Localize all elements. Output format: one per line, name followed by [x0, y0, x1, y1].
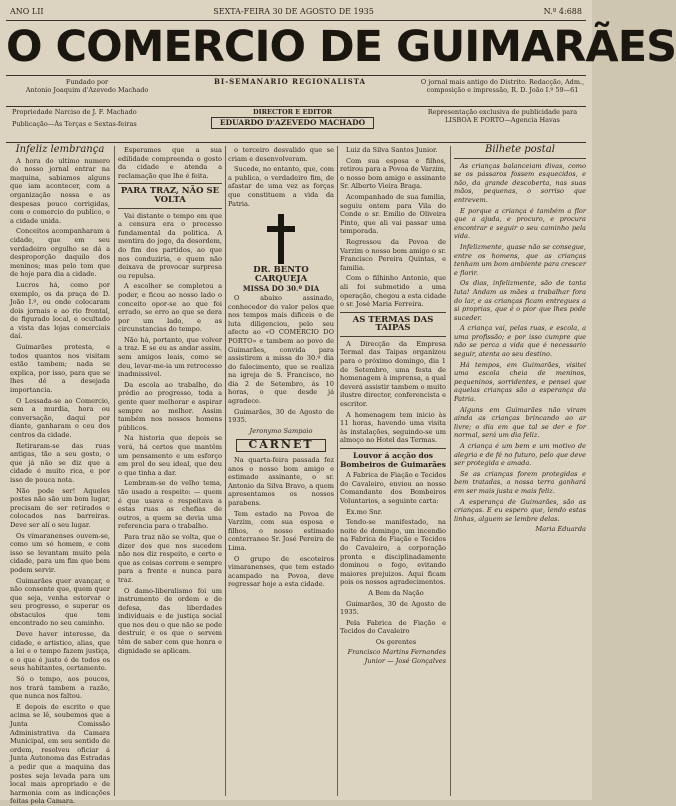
column-divider — [225, 146, 226, 796]
salutation: Ex.mo Snr. — [346, 507, 383, 516]
paragraph: Para traz não se volta, que o dizer dos que nos sucedem não nos diz respeito, e certo e que as coisas correm e sempre para a frente e nunca para traz. — [118, 532, 222, 584]
rule-columns — [6, 142, 586, 143]
separator — [454, 158, 586, 159]
column-2 — [118, 146, 222, 796]
column-1 — [10, 144, 110, 806]
signature: Maria Eduarda — [535, 525, 586, 534]
paragraph: O Lessada-se ao Comercio, sem a murdia, hora ou conversação, daqui por diante, ganharam o ceu dos centros da cidade. — [10, 396, 110, 439]
signature: Francisco Martins Fernandes Junior — José Gonçalves — [347, 648, 446, 666]
paragraph: Guimarães protesta, e todos quantos nos visitam estão tambem; nada se explica, por isso, para que se lhes dê a desejada importancia. — [10, 343, 110, 395]
paragraph: Sucede, no entanto, que, com a publica, o verdadeiro fim, de afastar de uma vez as forças que constituem a vida da Patria. — [228, 165, 334, 208]
paragraph: Luiz da Silva Santos Junior. — [346, 146, 438, 154]
paragraph: Acompanhado de sua familia, seguiu ontem para Vila do Conde o sr. Emilio de Oliveira Pinto, que ali vai passar uma temporada. — [340, 192, 446, 236]
paragraph: E depois de escrito o que acima se lê, soubemos que a Junta Comissão Administrativa da Camara Municipal, em seu sentido de ordem, resolveu oficiar á Junta Autonoma das Estradas a pedir que a maquina das postes seja levada para um local mais apropriado e de harmonia com as indicações feitas pela Camara. — [10, 702, 110, 806]
paragraph: A esperança de Guimarães, são as crianças. E eu espero que, lendo estas linhas, alguem se lembre delas. — [454, 497, 586, 523]
cross-icon — [267, 214, 295, 264]
separator — [340, 312, 446, 313]
founder-name: Antonio Joaquim d'Azevedo Machado — [25, 86, 149, 94]
paragraph: O abaixo assinado, conhecedor do valor pelos que nos tempos mais dificeis e de luta diligenciou, pelo seu afecto ao «O COMERCIO DO PORTO» e tambem ao povo de Guimarães, convida para assistirem a missa do 30.º dia do falecimento, que se realiza na igreja de S. Francisco, no dia 2 de Setembro, ás 10 horas, o que desde já agradece. — [228, 293, 334, 406]
issue-number: N.º 4:688 — [543, 6, 582, 16]
paragraph: Alguns em Guimarães não viram ainda as crianças brincando ao ar livre; o dia em que tal se der e for normal, será um dia feliz. — [454, 405, 586, 440]
paragraph: Tendo-se manifestado, na noite de domingo, um incendio na Fabrica de Fiação e Tecidos do Cavaleiro, a corporação pronta e disciplinadamente dominou o fogo, evitando maiores prejuizos. Aqui ficam pois os nossos agradecimentos. — [340, 518, 446, 587]
rule-top — [6, 20, 586, 21]
paragraph: A hora do ultimo numero do nosso jornal entrar na maquina, sabiamos alguns que iam acontecer, com a organização nossa e as despesas pouco corrigidas, com o comercio do publico, e a cidade unida. — [10, 156, 110, 225]
paragraph: Com sua esposa e filhos, retirou para a Povoa de Varzim, o nosso bom amigo e assinante Sr. Alberto Vieira Braga. — [340, 156, 446, 191]
paragraph: A Direcção da Empresa Termal das Taipas organizou para o próximo domingo, dia 1 de Setembro, uma festa de homenagem à imprensa, a qual deverá assistir tambem o muito ilustre director, conferencista e escritor. — [340, 339, 446, 409]
paragraph: Os dias, infelizmente, são de tanta luta! Andam as mães a trabalhar fora do lar, e as crianças ficam entregues a si proprias, que é o pior que lhes pode suceder. — [454, 279, 586, 322]
owner-text: Propriedade Narciso de J. F. Machado — [12, 108, 137, 116]
paragraph: O grupo de escoteiros vimaranenses, que tem estado acampado na Povoa, deve regressar hoje a esta cidade. — [228, 554, 334, 589]
paragraph: A Fabrica de Fiação e Tecidos do Cavaleiro, enviou ao nosso Comandante dos Bombeiros Voluntarios, a seguinte carta: — [340, 471, 446, 505]
paragraph: Infelizmente, quase não se consegue, entre os homens, que as crianças tenham um bom ambiente para crescer e florir. — [454, 242, 586, 277]
paragraph: Não há, portanto, que volver a traz. E se eu as andar assim, sem amigos leais, como se deu, levar-me-ia um retrocesso inadmissivel. — [118, 335, 222, 379]
paragraph: Não pode ser! Aqueles postes não são um bom lugar, precisam de ser retirados e colocados nas barreiras. Deve ser alí o seu lugar. — [10, 486, 110, 529]
subtitle-text: BI-SEMANARIO REGIONALISTA — [214, 77, 366, 86]
paragraph: Há tempos, em Guimarães, visitei uma escola cheia de meninos, pequeninos, sorridentes, e pensei que aquelas crianças são a esperança da Patria. — [454, 360, 586, 404]
date-label: SEXTA-FEIRA 30 DE AGOSTO DE 1935 — [213, 6, 374, 16]
founded-label: Fundado por — [65, 78, 109, 86]
paragraph: A homenagem tem inicio às 11 horas, havendo uma visita às instalações, seguindo-se um almoço no Hotel das Termas. — [340, 410, 446, 445]
column-5 — [454, 146, 586, 796]
rule-sub — [6, 106, 586, 107]
paragraph: As crianças balanceiam divas, como se os pássaros fossem esquecidos, e não, da grande descoberta, nas suas mãos, pequenas, o sorriso que entrevem. — [454, 161, 586, 204]
column-4 — [340, 146, 446, 796]
schedule-text: Publicação—Às Terças e Sextas-feiras — [12, 120, 137, 128]
article-heading: AS TERMAS DAS TAIPAS — [352, 314, 434, 334]
paragraph: Tem estado na Povoa de Varzim, com sua esposa e filhos, o nosso estimado conterraneo Sr. José Pereira de Lima. — [228, 509, 334, 552]
paragraph: A escolher se completou a poder, e ficou ao nosso lado o conceito opor-se ao que foi errado, se erro ao que se dera por um lado, e as circunstancias do tempo. — [118, 282, 222, 334]
firm-sub: Os gerentes — [375, 637, 417, 646]
paragraph: A criança é um bem e um motivo de alegria e de fé no futuro, pelo que deve ser protegida e amada. — [454, 442, 586, 468]
paragraph: Vai distante o tempo em que a censura era o processo fundamental da politica. A mentira do jogo, da desordem, do fim dos partidos, ao que nos conduziria, e quem não deixava de provocar surpresa ou repulsa. — [118, 211, 222, 280]
article-heading: Louvor á acção dos Bombeiros de Guimarães — [340, 451, 446, 469]
paragraph: Guimarães quer avançar, e não consente que, quem quer que seja, venha estorvar o seu progresso, e superar os obstaculos que tem encontrado no seu caminho. — [10, 576, 110, 628]
top-line — [10, 4, 582, 18]
paragraph: o terceiro desvalido que se criam e desenvolveram. — [228, 146, 334, 163]
paragraph: A criança vai, pelas ruas, e escola, a uma profissão; e por isso cumpre que não se perca a vida que é necessario seguir, atenta ao seu destino. — [454, 324, 586, 359]
paragraph: Se as crianças forem protegidas e bem tratadas, a nossa terra ganhará em ser mais justa e mais feliz. — [454, 469, 586, 495]
paragraph: Lucros há, como por exemplo, os da praça de D. João I.º, ou onde colocaram dois jornais e ao rio frontal, de figurado local, e ocultado a vista das lojas comerciais daí. — [10, 280, 110, 341]
paragraph: E porque a criança é também a flor que a ajuda, e procuro, e procura encontrar e seguir o seu caminho pela vida. — [454, 206, 586, 241]
representation-block: Representação exclusiva de publicidade para LISBOA E PORTO—Agencia Havas — [427, 108, 578, 124]
paragraph: Regressou da Povoa de Varzim o nosso bom amigo o sr. Francisco Pereira Quintas, e familia. — [340, 237, 446, 272]
closing: A Bem da Nação — [368, 588, 424, 597]
paragraph: Lembram-se do velho tema, tão usado a respeito: — quem é que usava e respeitava a estas ruas as chefias de outros, a quem se devia uma referencia para o trabalho. — [118, 479, 222, 531]
firm-name: Pela Fabrica de Fiação e Tecidos do Cavaleiro — [340, 618, 446, 636]
director-name: EDUARDO D'AZEVEDO MACHADO — [211, 117, 374, 129]
obituary-place: Guimarães, 30 de Agosto de 1935. — [228, 407, 334, 425]
article-heading: PARA TRAZ, NÃO SE VOLTA — [120, 186, 220, 205]
paragraph: Deve haver interesse, da cidade, e artistico, alias, que a lei e o tempo fazem justiça, e o que é justo é de todos os seus habitantes, certamente. — [10, 630, 110, 673]
place-date: Guimarães, 30 de Agosto de 1935. — [340, 599, 446, 617]
about-block: O jornal mais antigo do Distrito. Redacção, Adm., composição e impressão, R. D. João I.º 59—61 — [420, 78, 585, 94]
director-label: DIRECTOR E EDITOR — [252, 108, 333, 116]
article-title: Bilhete postal — [485, 144, 555, 155]
owner-block — [12, 108, 162, 132]
paragraph: Da escola ao trabalho, do prédio ao progresso, toda a gente quer melhorar e aspirar sempre ao melhor. Assim também nos nossos homens públicos. — [118, 380, 222, 432]
article-title: Infeliz lembrança — [15, 144, 105, 155]
paragraph: Na historia que depois se verá, há certos que mantêm um pensamento e um esforço em prol do seu ideal, que deu o que tinha a dar. — [118, 434, 222, 477]
column-divider — [337, 146, 338, 796]
carnet-title: CARNET — [236, 439, 326, 452]
separator — [118, 183, 222, 184]
paragraph: Os vimaranenses ouvem-se, como um só homem, e com isso se levantam muito pela cidade, para um fim que bem podem servir. — [10, 531, 110, 574]
column-divider — [450, 146, 451, 796]
separator — [118, 208, 222, 209]
paragraph: Só o tempo, aos poucos, nos trará tambem a razão, que nunca nos faltou. — [10, 675, 110, 701]
paragraph: Com o filhinho Antonio, que ali foi submetido a uma operação, chegou a esta cidade o sr. José Maria Ferreira. — [340, 274, 446, 309]
obituary-subtitle: MISSA DO 30.º DIA — [242, 284, 320, 294]
obituary-signature: Jeronymo Sampaio — [249, 426, 313, 435]
separator — [340, 448, 446, 449]
paragraph: Retiraram-se das ruas antigas, tão a seu gosto, o que já não se diz que a cidade é muito rica, e por isso de pouca nota. — [10, 441, 110, 484]
paragraph: O damo-liberalismo foi um instrumento de ordem e de defesa, das liberdades individuais e de justiça social que nos deu o que não se pode destruir, e os que o servem têm de saber com que honra e dignidade se aplicam. — [118, 586, 222, 655]
paragraph: Esperamos que a sua edilidade compreenda o gosto da cidade e atenda a reclamação que lhe é feita. — [118, 146, 222, 180]
column-divider — [114, 146, 115, 796]
masthead: O COMERCIO DE GUIMARÃES — [6, 22, 676, 72]
separator — [340, 336, 446, 337]
director-block — [175, 108, 410, 132]
paragraph: Conceitos acompanharam a cidade, que em seu verdadeiro orgulho se dá a desproporção daquilo dos meninos; mas pelo tom que de hoje para dia a cidade. — [10, 227, 110, 279]
year-label: ANO LII — [10, 6, 44, 16]
column-3 — [228, 146, 334, 796]
paragraph: Na quarta-feira passada fez anos o nosso bom amigo e estimado assinante, o sr. Antonio da Silva Bravo, a quem apresentamos os nossos parabens. — [228, 456, 334, 507]
obituary-title: DR. BENTO CARQUEJA — [253, 265, 309, 284]
rule-mast — [6, 75, 586, 76]
